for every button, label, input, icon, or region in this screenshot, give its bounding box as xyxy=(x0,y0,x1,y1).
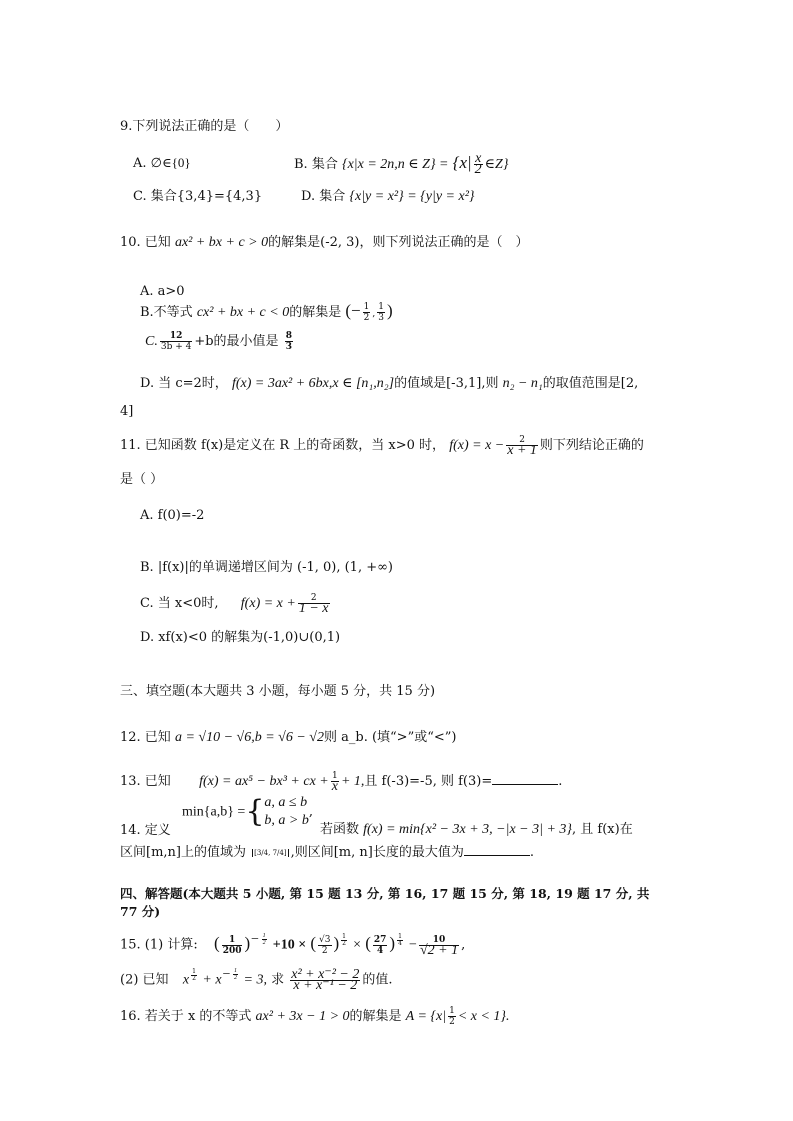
q12-tail: 则 a_b. (填“>”或“<”) xyxy=(323,730,457,745)
section-3-heading: 三、填空题(本大题共 3 小题，每小题 5 分，共 15 分) xyxy=(120,684,436,699)
q14-min-expr: min{a,b} = xyxy=(182,804,246,820)
q10-option-c xyxy=(145,331,295,352)
q15-p2-label: (2) 已知 xyxy=(120,972,169,988)
q10-b-set: (− xyxy=(345,301,361,320)
q10-option-b: B.不等式 cx² + bx + c < 0的解集是 (− $\frac{1}{2}$ , $\frac{1}{3}$ ) xyxy=(140,301,393,323)
q9-c-text: 集合{3,4}={4,3} xyxy=(150,189,263,204)
q11-c-label: C. 当 x<0时, xyxy=(140,596,219,611)
q9-option-a xyxy=(133,154,191,173)
q9-a-text: ∅∈{0} xyxy=(150,155,191,170)
q13-answer-blank[interactable] xyxy=(492,772,558,785)
q10-d-text-c: 的取值范围是[2, xyxy=(542,376,639,391)
q11-stem-b: 则下列结论正确的 xyxy=(539,438,644,453)
q15-part2: (2) 已知 x $^{\frac{1}{2}}$ + $x^{- \frac{1}{2}}$ = 3, 求 $\frac{\text{x² + x⁻² − 2}}{\text{x + x⁻¹ − 2}}$ 的值. xyxy=(120,966,393,993)
q16-set-tail: < x < 1}. xyxy=(457,1009,510,1024)
q14-answer-blank[interactable] xyxy=(464,843,530,856)
q11-c-expr: f(x) = x + xyxy=(240,596,296,611)
section-4-heading: 四、解答题(本大题共 5 小题, 第 15 题 13 分, 第 16, 17 题 15 分, 第 18, 19 题 17 分, 共 xyxy=(120,886,650,901)
q11-option-a: A. f(0)=-2 xyxy=(140,508,205,523)
q14-cases: a, a ≤ b b, a > b xyxy=(264,795,309,828)
q15-frac-10: $\frac{10}{√2 + 1}$ xyxy=(419,934,459,958)
q15-frac-sqrt3-2: $\frac{√3}{2}$ xyxy=(319,934,331,956)
q11-stem-frac: $\frac{2}{x + 1}$ xyxy=(507,435,537,458)
q10-c-answer-frac: $\frac{8}{3}$ xyxy=(285,331,292,352)
q9-option-d xyxy=(301,188,475,206)
q9-option-c xyxy=(133,188,262,206)
q10-option-d xyxy=(140,375,638,393)
q11-option-b: B. |f(x)|的单调递增区间为 (-1, 0), (1, +∞) xyxy=(140,560,394,575)
q11-option-d: D. xf(x)<0 的解集为(-1,0)∪(0,1) xyxy=(140,630,341,645)
q10-option-a: A. a>0 xyxy=(140,284,185,299)
q11-option-c xyxy=(140,593,332,614)
q15-label: 15. (1) 计算: xyxy=(120,937,198,953)
q14-line1 xyxy=(320,821,633,839)
q16-expr: ax² + 3x − 1 > 0 xyxy=(255,1009,350,1024)
q10-stem-b: 的解集是(-2, 3)，则下列说法正确的是（ ） xyxy=(268,235,529,250)
q9-b-right-tail: ∈Z} xyxy=(484,157,509,172)
q10-stem-a: 10. 已知 xyxy=(120,235,171,250)
q10-c-frac: $\frac{12}{3b + 4}$ xyxy=(160,331,192,352)
q10-d-expr2: n₂ − n₁ xyxy=(502,376,543,391)
section-4-heading-cont: 77 分) xyxy=(120,904,161,919)
q9-stem: 9.下列说法正确的是（ ） xyxy=(120,119,289,134)
q10-stem-expr: ax² + bx + c > 0 xyxy=(174,235,269,250)
q10-d-text-a: D. 当 c=2时， xyxy=(140,376,228,391)
q10-b-expr: cx² + bx + c < 0 xyxy=(196,305,290,320)
q13-label: 13. 已知 xyxy=(120,774,171,789)
q11-stem-expr: f(x) = x − xyxy=(449,438,505,453)
q10-c-label: C. xyxy=(145,334,158,349)
q12 xyxy=(120,729,456,747)
q9-option-b xyxy=(294,151,509,177)
q14-label: 14. 定义 xyxy=(120,823,171,838)
q16-mid: 的解集是 xyxy=(349,1009,402,1024)
q14-range: [3/4, 7/4] xyxy=(254,848,287,857)
q10-d-text-b: 的值域是[-3,1],则 xyxy=(394,376,499,391)
q14-line2-tail: ,则区间[m, n]长度的最大值为 xyxy=(290,845,464,860)
q14-line2: 区间[m,n]上的值域为 [3/4, 7/4] ,则区间[m, n]长度的最大值为 . xyxy=(120,845,534,860)
q15-p2-tail: 的值. xyxy=(362,972,393,988)
q10-c-tail: +b的最小值是 xyxy=(194,334,279,349)
q11-stem-a: 11. 已知函数 f(x)是定义在 R 上的奇函数，当 x>0 时， xyxy=(120,438,446,453)
q16 xyxy=(120,1006,510,1027)
q12-expr: a = √10 − √6,b = √6 − √2 xyxy=(174,730,324,745)
q9-d-label: D. 集合 xyxy=(301,189,346,204)
q13: 13. 已知 f(x) = ax⁵ − bx³ + cx + $\frac{1}{x}$ + 1,且 f(-3)=-5, 则 f(3)= . xyxy=(120,771,563,794)
q14-line2-text: 区间[m,n]上的值域为 xyxy=(120,845,246,860)
q9-b-right: {x| xyxy=(452,153,472,172)
q13-tail: 且 f(-3)=-5, 则 f(3)= xyxy=(364,774,493,789)
q16-frac: $\frac{1}{2}$ xyxy=(449,1006,455,1027)
q15-frac-1-200: $\frac{1}{200}$ xyxy=(222,934,242,956)
q14-min-definition: min{a,b} ={ a, a ≤ b b, a > b , xyxy=(182,794,314,829)
q9-c-label: C. xyxy=(133,189,147,204)
q9-d-text: {x|y = x²} = {y|y = x²} xyxy=(349,189,475,204)
q15-part1: 15. (1) 计算: ( $\frac{1}{200}$ )$^{- \frac{1}{2}}$ +10 × ( $\frac{√3}{2}$ ) $^{\frac{1}{2}}$ × ( $\frac{27}{4}$ ) $^{\frac{1}{4}}$ − $\frac{10}{√2 + 1}$ , xyxy=(120,931,466,958)
q15-frac-27-4: $\frac{27}{4}$ xyxy=(373,934,387,956)
q15-p2-mid: 求 xyxy=(271,972,285,988)
q14-f-expr: f(x) = min{x² − 3x + 3, −|x − 3| + 3} xyxy=(363,822,573,837)
q14-tail: , 且 f(x)在 xyxy=(572,822,633,837)
q12-label: 12. 已知 xyxy=(120,730,171,745)
q15-p2-frac: $\frac{\text{x² + x⁻² − 2}}{\text{x + x⁻¹ − 2}}$ xyxy=(291,966,360,993)
q9-a-label: A. xyxy=(133,156,147,171)
q13-frac: $\frac{1}{x}$ xyxy=(331,771,338,794)
q14-mid: 若函数 xyxy=(320,822,360,837)
q10-b-frac2: $\frac{1}{3}$ xyxy=(378,302,384,323)
q11-stem xyxy=(120,435,644,456)
q10-stem xyxy=(120,234,528,252)
q9-b-frac: $\frac{x}{2}$ xyxy=(474,151,482,177)
q16-label: 16. 若关于 x 的不等式 xyxy=(120,1009,252,1024)
q11-c-frac: $\frac{2}{1 - x}$ xyxy=(298,593,329,616)
q10-b-label: B.不等式 xyxy=(140,305,193,320)
q10-d-expr: f(x) = 3ax² + 6bx,x ∈ [n₁,n₂] xyxy=(231,376,395,391)
q13-expr: f(x) = ax⁵ − bx³ + cx + xyxy=(199,774,329,789)
q9-b-left: {x|x = 2n,n ∈ Z} = xyxy=(341,157,449,172)
q10-b-frac1: $\frac{1}{2}$ xyxy=(363,302,370,323)
q9-b-label: B. 集合 xyxy=(294,157,338,172)
q16-set: A = {x| xyxy=(405,1009,447,1024)
q13-expr-tail: + 1, xyxy=(340,774,365,789)
q10-option-d-cont: 4] xyxy=(120,404,134,419)
q11-stem-cont: 是（ ） xyxy=(120,472,164,487)
q10-b-tail: 的解集是 xyxy=(289,305,342,320)
